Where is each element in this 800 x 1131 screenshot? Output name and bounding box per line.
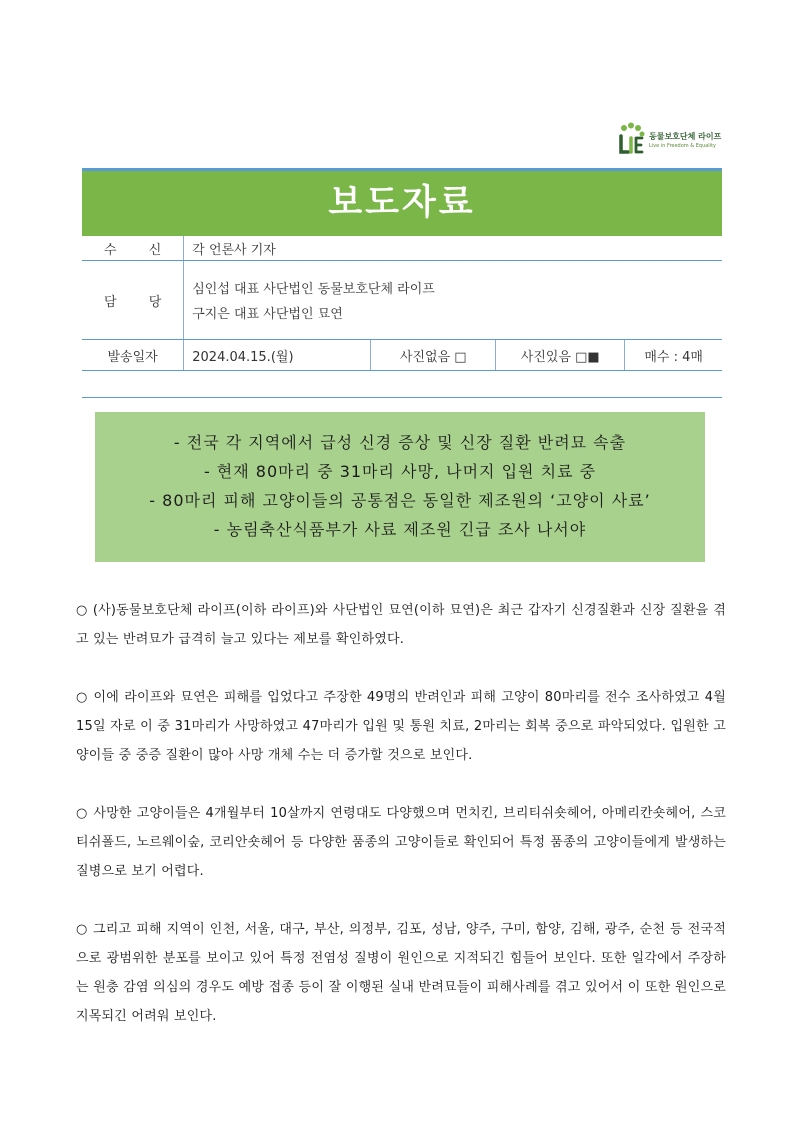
contact-label: 담 당 xyxy=(82,261,184,340)
recipient-label: 수 신 xyxy=(82,236,184,261)
summary-line: - 80마리 피해 고양이들의 공통점은 동일한 제조원의 ‘고양이 사료’ xyxy=(149,491,651,510)
body-paragraph: ○ 이에 라이프와 묘연은 피해를 입었다고 주장한 49명의 반려인과 피해 고양이 80마리를 전수 조사하였고 4월15일 자로 이 중 31마리가 사망하였고 47마리가 입원 및 통원 치료, 2마리는 회복 중으로 파악되었다. 입원한 고양이들 중 중증 질환이 많아 사망 개체 수는 더 증가할 것으로 보인다. xyxy=(76,690,726,763)
summary-line: - 현재 80마리 중 31마리 사망, 나머지 입원 치료 중 xyxy=(203,462,597,481)
date-label: 발송일자 xyxy=(82,340,184,371)
page-count: 매수 : 4매 xyxy=(625,340,722,371)
date-value: 2024.04.15.(월) xyxy=(184,340,371,371)
body-paragraph: ○ (사)동물보호단체 라이프(이하 라이프)와 사단법인 묘연(이하 묘연)은 최근 갑자기 신경질환과 신장 질환을 겪고 있는 반려묘가 급격히 늘고 있다는 제보를 확인하였다. xyxy=(76,603,726,647)
headline-summary-box xyxy=(95,412,705,562)
summary-line: - 농림축산식품부가 사료 제조원 긴급 조사 나서야 xyxy=(213,520,587,539)
recipient-row xyxy=(82,236,722,261)
no-photo-checkbox-text: 사진없음 □ xyxy=(371,340,496,371)
press-info-table xyxy=(82,236,722,398)
dispatch-row xyxy=(82,340,722,371)
recipient-value: 각 언론사 기자 xyxy=(184,236,722,261)
contact-line-1: 심인섭 대표 사단법인 동물보호단체 라이프 xyxy=(192,282,435,297)
summary-line: - 전국 각 지역에서 급성 신경 증상 및 신장 질환 반려묘 속출 xyxy=(173,433,627,452)
logo-org-name: 동물보호단체 라이프 xyxy=(649,132,722,141)
paw-logo-icon xyxy=(617,122,647,156)
organization-logo xyxy=(617,122,727,158)
document-title: 보도자료 xyxy=(82,171,722,236)
with-photo-checkbox-text: 사진있음 □■ xyxy=(496,340,625,371)
table-bottom-rule xyxy=(82,371,722,398)
body-paragraph: ○ 그리고 피해 지역이 인천, 서울, 대구, 부산, 의정부, 김포, 성남, 양주, 구미, 함양, 김해, 광주, 순천 등 전국적으로 광범위한 분포를 보이고 있어 특정 전염성 질병이 원인으로 지적되긴 힘들어 보인다. 또한 일각에서 주장하는 원충 감염 의심의 경우도 예방 접종 등이 잘 이행된 실내 반려묘들이 피해사례를 겪고 있어서 이 또한 원인으로 지목되긴 어려워 보인다. xyxy=(76,922,726,1024)
contact-row xyxy=(82,261,722,340)
body-paragraph: ○ 사망한 고양이들은 4개월부터 10살까지 연령대도 다양했으며 먼치킨, 브리티쉬숏헤어, 아메리칸숏헤어, 스코티쉬폴드, 노르웨이숲, 코리안숏헤어 등 다양한 품종의 고양이들로 확인되어 특정 품종의 고양이들에게 발생하는 질병으로 보기 어렵다. xyxy=(76,806,726,879)
contact-value xyxy=(184,261,722,340)
logo-tagline: Live in Freedom & Equality xyxy=(649,143,717,149)
contact-line-2: 구지은 대표 사단법인 묘연 xyxy=(192,307,343,322)
press-release-body xyxy=(76,596,726,1060)
